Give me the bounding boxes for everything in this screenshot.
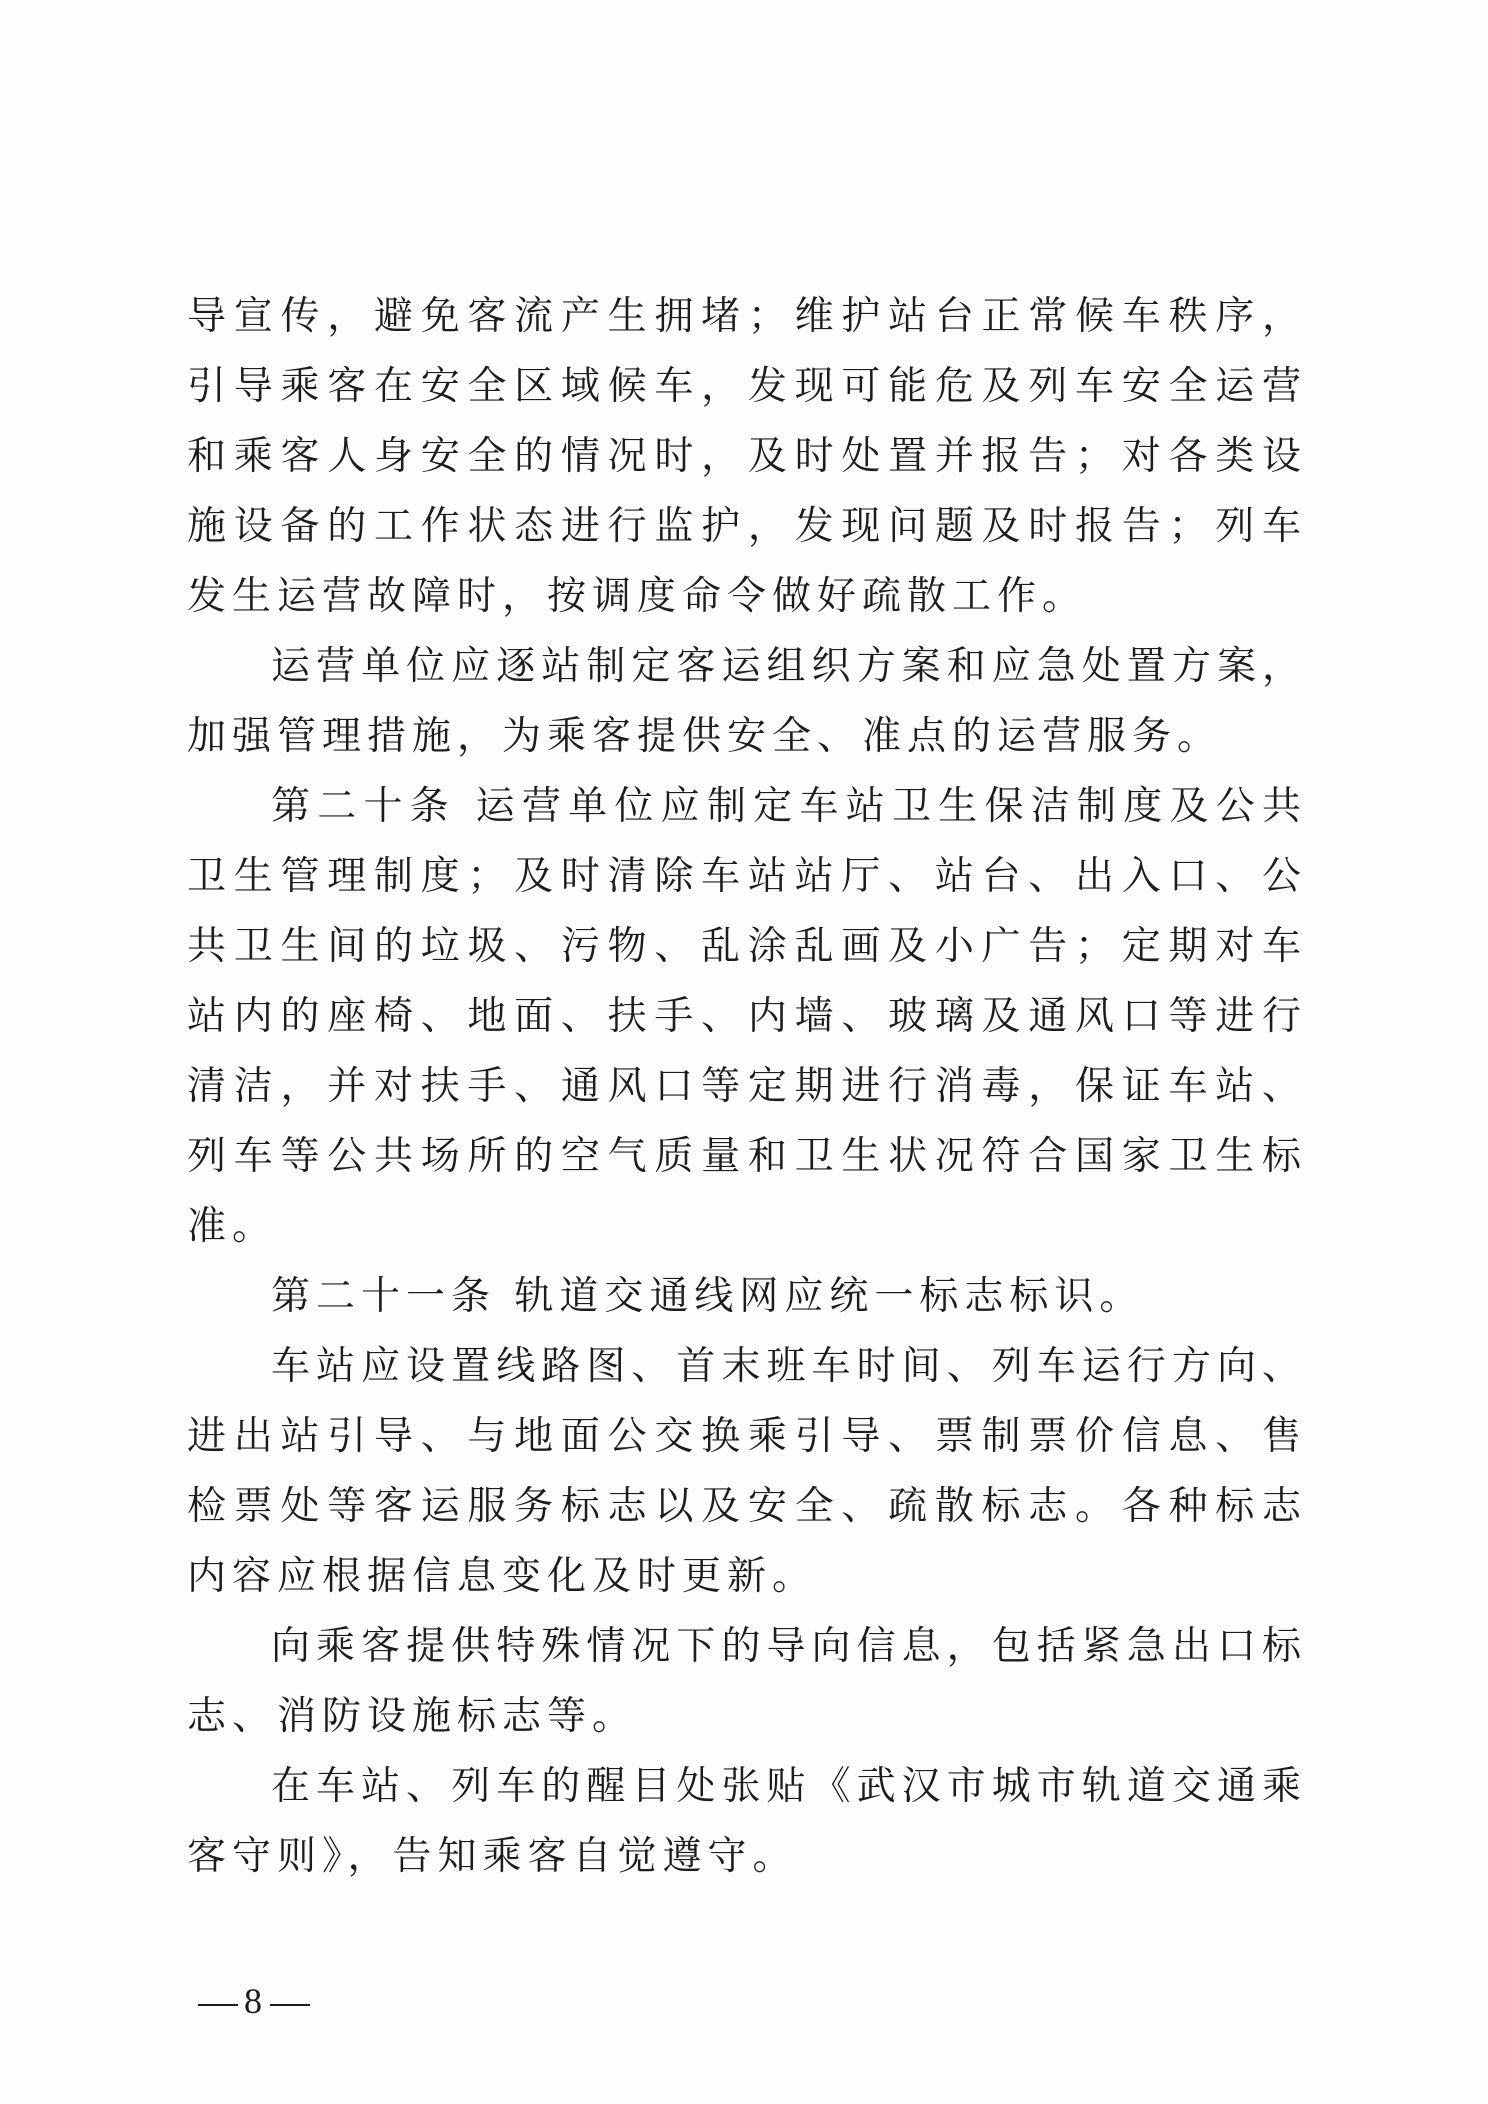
footer-dash-left (198, 2004, 238, 2006)
paragraph-special-guidance: 向乘客提供特殊情况下的导向信息，包括紧急出口标志、消防设施标志等。 (187, 1624, 1307, 1739)
page-number: 8 (244, 1981, 264, 2021)
paragraph-article-20: 第二十条 运营单位应制定车站卫生保洁制度及公共卫生管理制度；及时清除车站站厅、站台、出入口、公共卫生间的垃圾、污物、乱涂乱画及小广告；定期对车站内的座椅、地面、扶手、内墙、玻璃及通风口等进行清洁，并对扶手、通风口等定期进行消毒，保证车站、列车等公共场所的空气质量和卫生状况符合国家卫生标准。 (187, 784, 1307, 1249)
paragraph-operation-plan: 运营单位应逐站制定客运组织方案和应急处置方案，加强管理措施，为乘客提供安全、准点的运营服务。 (187, 644, 1307, 759)
paragraph-station-signage: 车站应设置线路图、首末班车时间、列车运行方向、进出站引导、与地面公交换乘引导、票制票价信息、售检票处等客运服务标志以及安全、疏散标志。各种标志内容应根据信息变化及时更新。 (187, 1344, 1307, 1599)
paragraph-article-21: 第二十一条 轨道交通线网应统一标志标识。 (271, 1274, 1145, 1319)
paragraph-continued-duties: 导宣传，避免客流产生拥堵；维护站台正常候车秩序，引导乘客在安全区域候车，发现可能危及列车安全运营和乘客人身安全的情况时，及时处置并报告；对各类设施设备的工作状态进行监护，发现问题及时报告；列车发生运营故障时，按调度命令做好疏散工作。 (187, 294, 1307, 619)
page-footer (192, 1980, 316, 2022)
paragraph-passenger-rules: 在车站、列车的醒目处张贴《武汉市城市轨道交通乘客守则》，告知乘客自觉遵守。 (187, 1764, 1307, 1879)
footer-dash-right (270, 2004, 310, 2006)
body-text (187, 282, 1307, 1892)
